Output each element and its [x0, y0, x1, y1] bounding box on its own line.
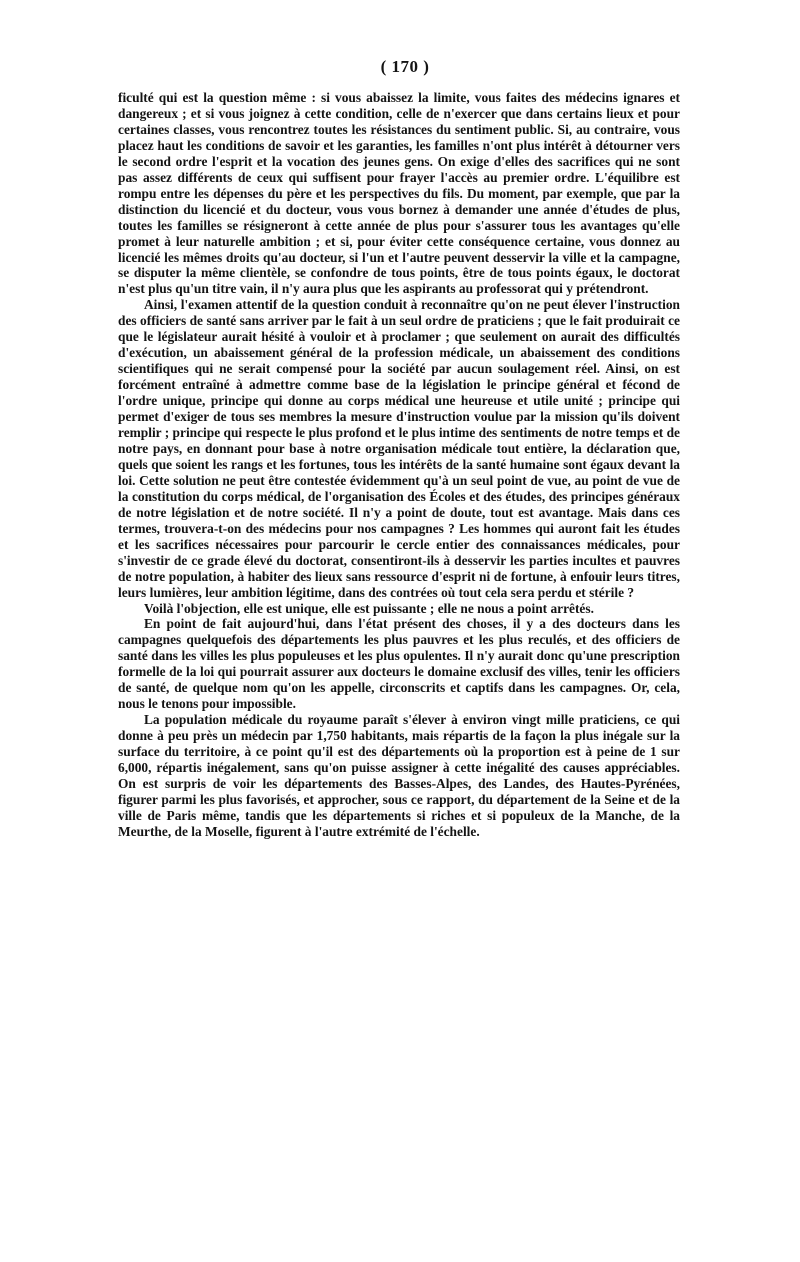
paragraph-objection: Voilà l'objection, elle est unique, elle est puissante ; elle ne nous a point arrêtés.: [144, 600, 594, 616]
paragraph-population: La population médicale du royaume paraît s'élever à environ vingt mille praticiens, ce qui donne à peu près un médecin par 1,750 habitants, mais répartis de la façon la plus inégale sur la surface du territoire, à ce point qu'il est des départements où la proportion est à peine de 1 sur 6,000, répartis inégalement, sans qu'on puisse assigner à cette inégalité des causes appréciables. On est surpris de voir les départements des Basses-Alpes, des Landes, des Hautes-Pyrénées, figurer parmi les plus favorisés, et approcher, sous ce rapport, du département de la Seine et de la ville de Paris même, tandis que les départements si riches et si populeux de la Manche, de la Meurthe, de la Moselle, figurent à l'autre extrémité de l'échelle.: [118, 712, 680, 839]
paragraph-continuation: ficulté qui est la question même : si vous abaissez la limite, vous faites des médecins ignares et dangereux ; et si vous joignez à cette condition, celle de n'exercer que dans certains lieux et pour certaines classes, vous rencontrez toutes les résistances du sentiment public. Si, au contraire, vous placez haut les conditions de savoir et les garanties, les familles n'ont plus intérêt à détourner vers le second ordre l'esprit et la vocation des jeunes gens. On exige d'elles des sacrifices qui ne sont pas assez différents de ceux qui suffisent pour frayer l'accès au premier ordre. L'équilibre est rompu entre les dépenses du père et les perspectives du fils. Du moment, par exemple, que par la distinction du licencié et du docteur, vous vous bornez à demander une année d'études de plus, toutes les familles se résigneront à cette année de plus pour s'assurer tous les avantages qu'elle promet à leur naturelle ambition ; et si, pour éviter cette conséquence certaine, vous donnez au licencié les mêmes droits qu'au docteur, si l'un et l'autre peuvent desservir la ville et la campagne, se disputer la même clientèle, se confondre de tous points, être de tous points égaux, le doctorat n'est plus qu'un titre vain, il n'y aura plus que les aspirants au professorat qui y prétendront.: [118, 90, 680, 297]
paragraph-point-de-fait: En point de fait aujourd'hui, dans l'état présent des choses, il y a des docteurs dans les campagnes quelquefois des départements les plus pauvres et les plus reculés, et des officiers de santé dans les villes les plus populeuses et les plus opulentes. Il n'y aurait donc qu'une prescription formelle de la loi qui pourrait assurer aux docteurs le domaine exclusif des villes, tenir les officiers de santé, de quelque nom qu'on les appelle, circonscrits et captifs dans les campagnes. Or, cela, nous le tenons pour impossible.: [118, 616, 680, 712]
document-page: [118, 56, 680, 840]
page-number: ( 170 ): [380, 57, 430, 76]
paragraph-ainsi: Ainsi, l'examen attentif de la question conduit à reconnaître qu'on ne peut élever l'instruction des officiers de santé sans arriver par le fait à un seul ordre de praticiens ; que le fait produirait ce que le législateur aurait hésité à vouloir et à proclamer ; que seulement on aurait des difficultés d'exécution, un abaissement général de la profession médicale, un abaissement des conditions scientifiques qui ne serait compensé pour la société par aucun soulagement réel. Ainsi, on est forcément entraîné à admettre comme base de la législation le principe général et fécond de l'ordre unique, principe qui donne au corps médical une heureuse et utile unité ; principe qui permet d'exiger de tous ses membres la mesure d'instruction voulue par la mission qu'ils doivent remplir ; principe qui respecte le plus profond et le plus intime des sentiments de notre temps et de notre pays, en donnant pour base à notre organisation médicale tout entière, la déclaration que, quels que soient les rangs et les fortunes, tous les intérêts de la santé humaine sont égaux devant la loi. Cette solution ne peut être contestée évidemment qu'à un seul point de vue, au point de vue de la constitution du corps médical, de l'organisation des Écoles et des études, des principes généraux de notre législation et de notre société. Il n'y a point de doute, tout est avantage. Mais dans ces termes, trouvera-t-on des médecins pour nos campagnes ? Les hommes qui auront fait les études et les sacrifices nécessaires pour parcourir le cercle entier des connaissances médicales, pour s'investir de ce grade élevé du doctorat, consentiront-ils à desservir les parties incultes et pauvres de notre population, à habiter des lieux sans ressource d'esprit ni de fortune, à enfouir leurs titres, leurs lumières, leur ambition légitime, dans des contrées où tout cela sera perdu et stérile ?: [118, 297, 680, 600]
